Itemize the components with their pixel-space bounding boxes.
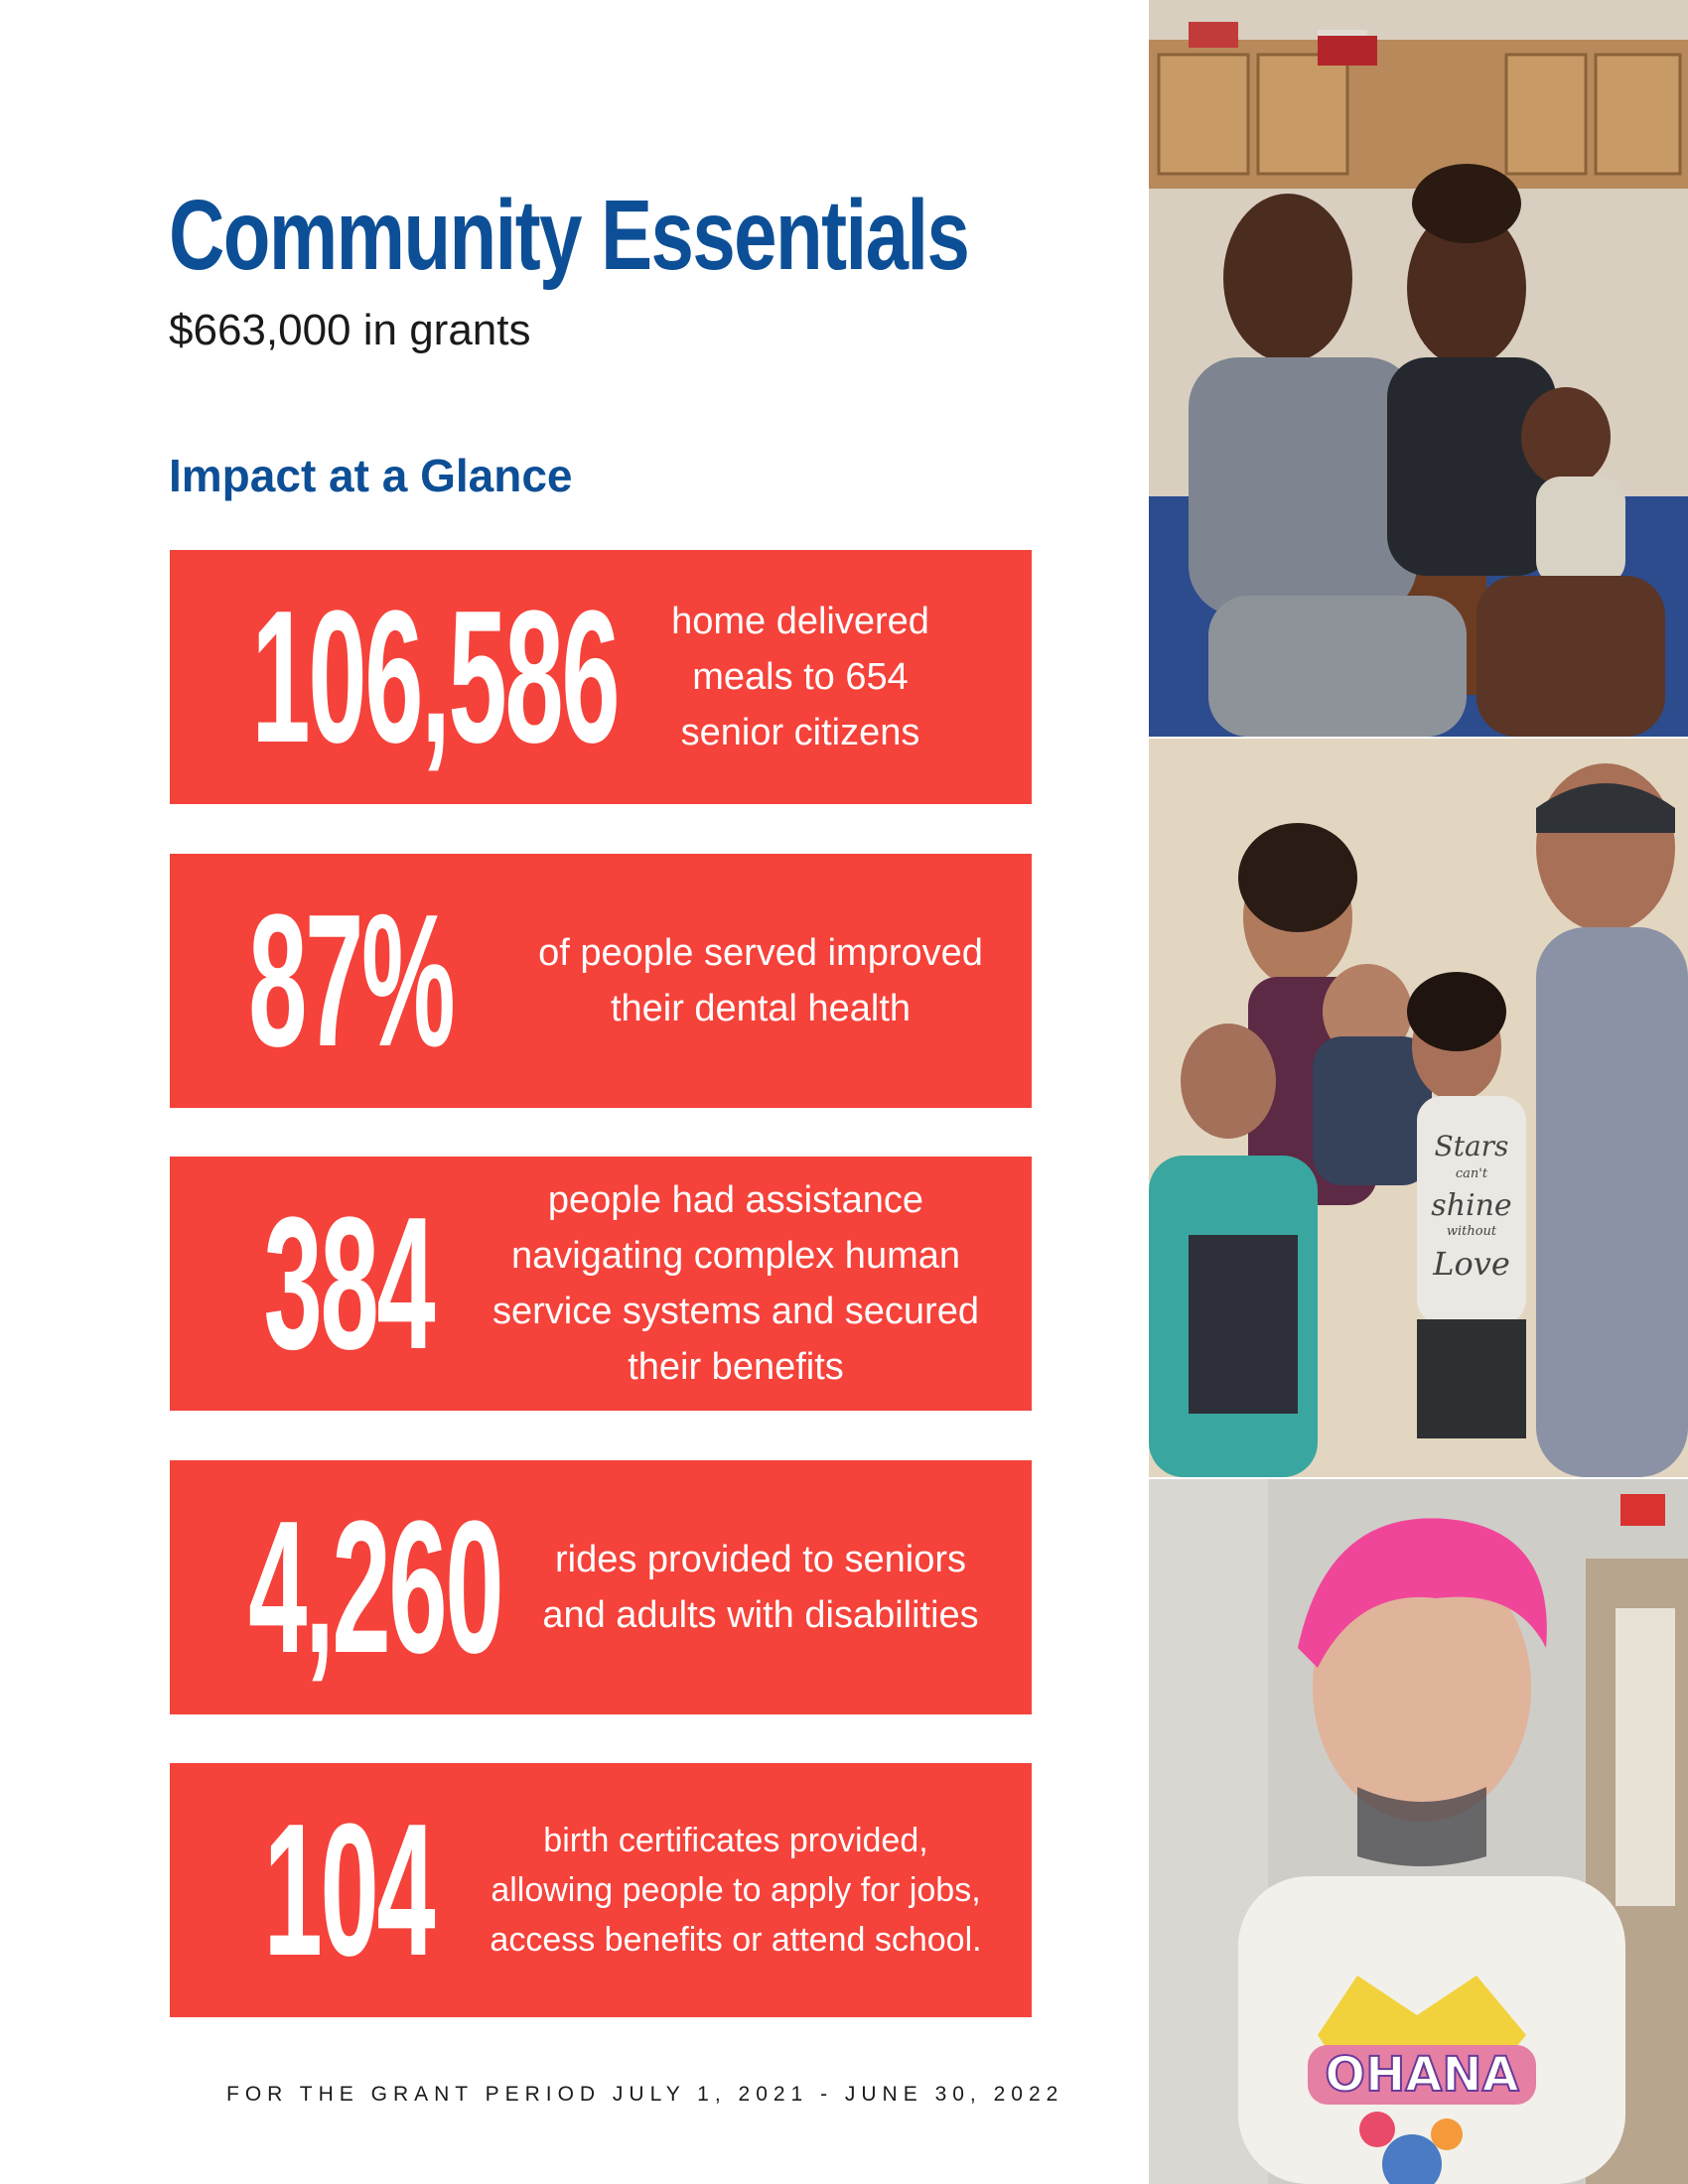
shirt-text-cant: can't [1455,1166,1488,1181]
photo-woman-pink-hair-image [1149,1479,1688,2184]
shirt-logo-ohana: OHANA [1325,2047,1519,2103]
stat-card-dental [170,854,1032,1108]
stat-number: 87% [248,876,454,1086]
stat-card-birth-certificates [170,1763,1032,2017]
stat-number: 104 [263,1785,434,1995]
stat-card-navigation [170,1157,1032,1411]
page-title: Community Essentials [169,180,969,291]
impact-heading: Impact at a Glance [169,450,573,501]
stat-card-rides [170,1460,1032,1714]
stat-description [607,550,994,804]
stat-line: access benefits or attend school. [490,1921,982,1959]
stat-line: their dental health [610,988,912,1029]
stat-number: 106,586 [251,572,619,782]
photo-family-standing [1149,739,1688,1477]
photo-family-standing-image [1149,739,1688,1477]
stat-line: allowing people to apply for jobs, [491,1871,981,1909]
shirt-text-without: without [1446,1224,1497,1239]
shirt-text-love: Love [1433,1245,1510,1283]
stat-line: senior citizens [680,712,920,753]
stat-line: home delivered [671,601,929,642]
stat-line: meals to 654 [692,656,909,698]
grant-total: $663,000 in grants [169,306,531,354]
stat-line: service systems and secured [492,1291,979,1332]
stat-line: and adults with disabilities [542,1594,979,1636]
grant-period-footer: FOR THE GRANT PERIOD JULY 1, 2021 - JUNE 30, 2022 [226,2083,1064,2106]
stat-number: 384 [263,1178,434,1389]
stat-line: their benefits [628,1346,844,1388]
stat-line: birth certificates provided, [543,1822,928,1859]
shirt-text-shine: shine [1431,1188,1512,1223]
stat-number: 4,260 [248,1482,502,1693]
photo-woman-pink-hair [1149,1479,1688,2184]
stat-card-meals [170,550,1032,804]
stat-description [517,854,1004,1108]
photo-family-kitchen [1149,0,1688,737]
stat-description [488,1763,984,2017]
stat-line: of people served improved [538,932,983,974]
photo-family-kitchen-image [1149,0,1688,737]
shirt-text-stars: Stars [1434,1130,1509,1162]
stat-line: navigating complex human [510,1235,961,1277]
stat-description [488,1157,984,1411]
stat-line: rides provided to seniors [554,1539,966,1580]
stat-description [517,1460,1004,1714]
stat-line: people had assistance [547,1179,924,1221]
